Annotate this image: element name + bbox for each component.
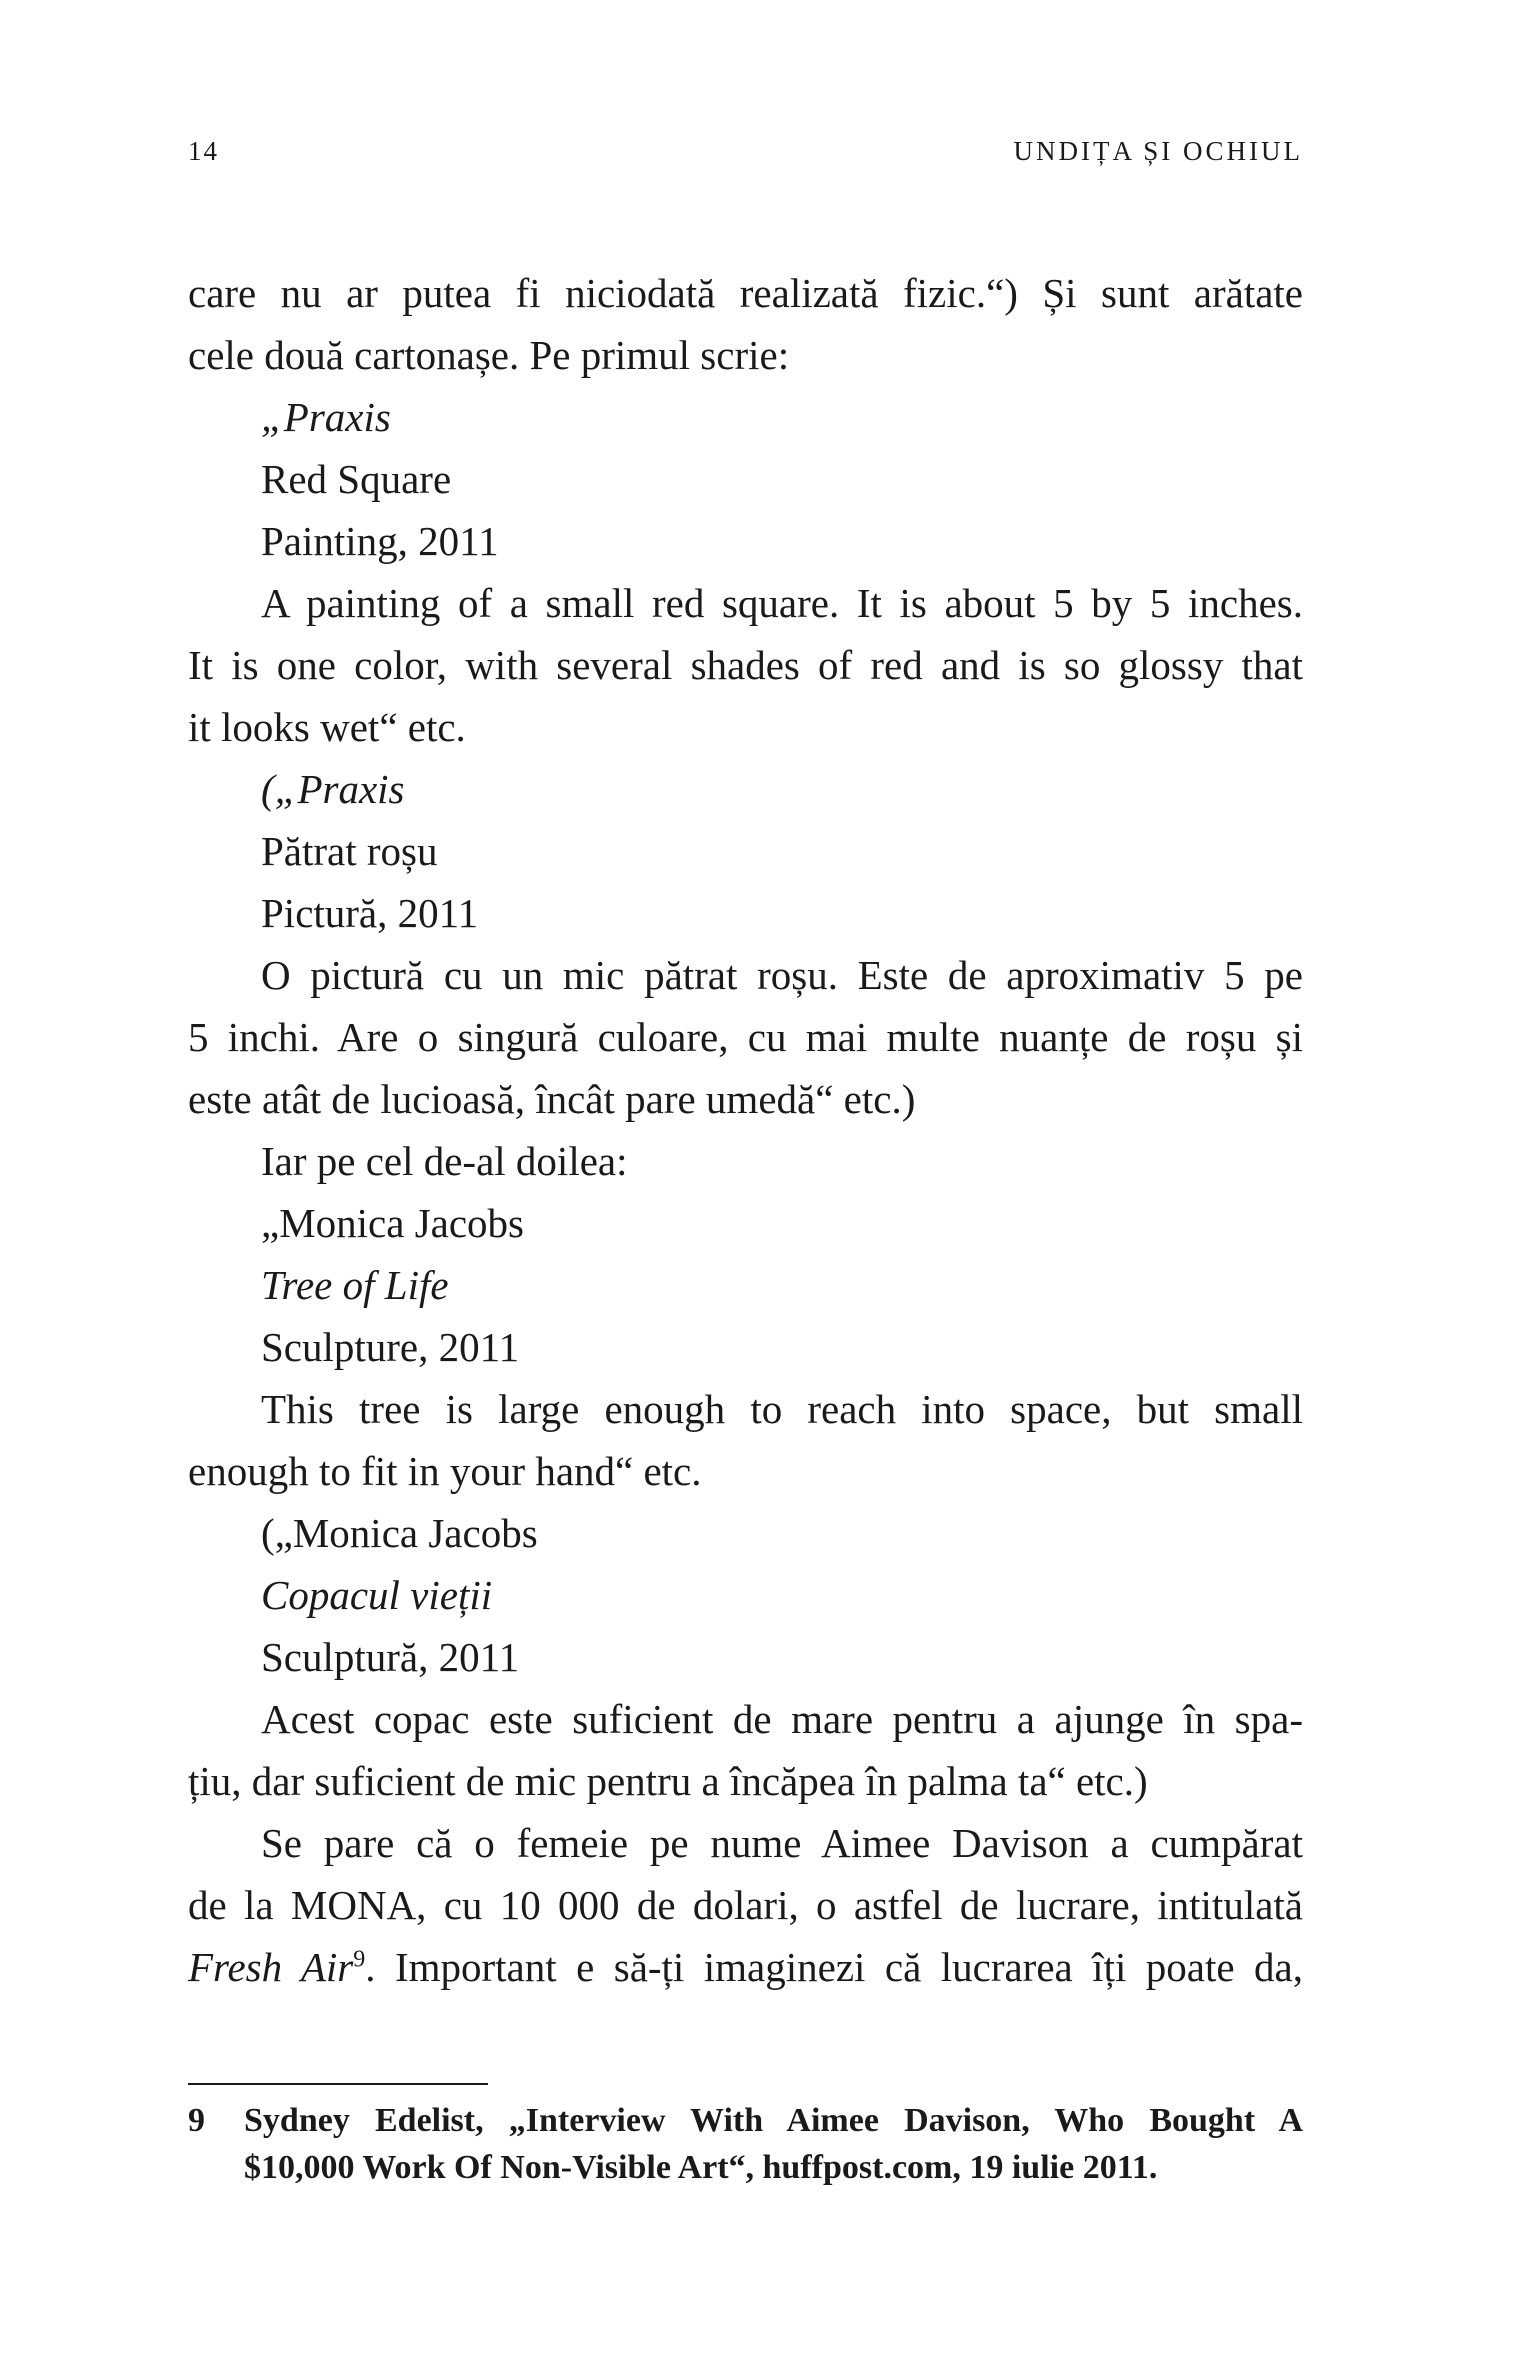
card-work-title: Tree of Life [261, 1262, 449, 1308]
text-line: Iar pe cel de-al doilea: [261, 1138, 628, 1184]
card-medium: Painting, 2011 [261, 518, 499, 564]
text-line: Acest copac este suficient de mare pentru a ajunge în spa- [261, 1696, 1303, 1742]
card-work-title: Red Square [261, 456, 452, 502]
footnote-number: 9 [188, 2102, 205, 2139]
text-line: țiu, dar suficient de mic pentru a încăpea în palma ta“ etc.) [188, 1758, 1148, 1804]
card-work-title: Pătrat roșu [261, 828, 438, 874]
text-line: This tree is large enough to reach into space, but small [261, 1386, 1303, 1432]
text-line [188, 1936, 1303, 1998]
text-line: enough to fit in your hand“ etc. [188, 1448, 702, 1494]
text-line: Se pare că o femeie pe nume Aimee Davison a cumpărat [261, 1820, 1303, 1866]
text-line: It is one color, with several shades of red and is so glossy that [188, 642, 1303, 688]
footnote-rule [188, 2083, 488, 2085]
text-line: it looks wet“ etc. [188, 704, 466, 750]
body-text [188, 262, 1303, 1998]
footnote [188, 2097, 1303, 2191]
card-medium: Pictură, 2011 [261, 890, 479, 936]
card-work-title: Copacul vieții [261, 1572, 493, 1618]
card-medium: Sculpture, 2011 [261, 1324, 520, 1370]
footnote-line: $10,000 Work Of Non-Visible Art“, huffpost.com, 19 iulie 2011. [244, 2149, 1158, 2186]
card-medium: Sculptură, 2011 [261, 1634, 520, 1680]
artwork-title: Fresh Air [188, 1944, 354, 1990]
card-title: („Praxis [261, 766, 405, 812]
text-fragment: . Important e să-ți imaginezi că lucrarea îți poate da, [365, 1944, 1303, 1990]
footnote-ref[interactable]: 9 [353, 1946, 366, 1973]
card-title: „Monica Jacobs [261, 1200, 524, 1246]
text-line: A painting of a small red square. It is about 5 by 5 inches. [261, 580, 1303, 626]
card-title: („Monica Jacobs [261, 1510, 538, 1556]
text-line: 5 inchi. Are o singură culoare, cu mai multe nuanțe de roșu și [188, 1014, 1303, 1060]
page-number: 14 [188, 136, 219, 166]
card-title: „Praxis [261, 394, 391, 440]
text-line: de la MONA, cu 10 000 de dolari, o astfel de lucrare, intitulată [188, 1882, 1303, 1928]
footnote-line: Sydney Edelist, „Interview With Aimee Davison, Who Bought A [244, 2102, 1303, 2139]
text-line: cele două cartonașe. Pe primul scrie: [188, 332, 790, 378]
running-title: UNDIȚA ȘI OCHIUL [1013, 136, 1303, 166]
text-line: care nu ar putea fi niciodată realizată fizic.“) Și sunt arătate [188, 270, 1303, 316]
text-line: este atât de lucioasă, încât pare umedă“ etc.) [188, 1076, 916, 1122]
text-line: O pictură cu un mic pătrat roșu. Este de aproximativ 5 pe [261, 952, 1303, 998]
